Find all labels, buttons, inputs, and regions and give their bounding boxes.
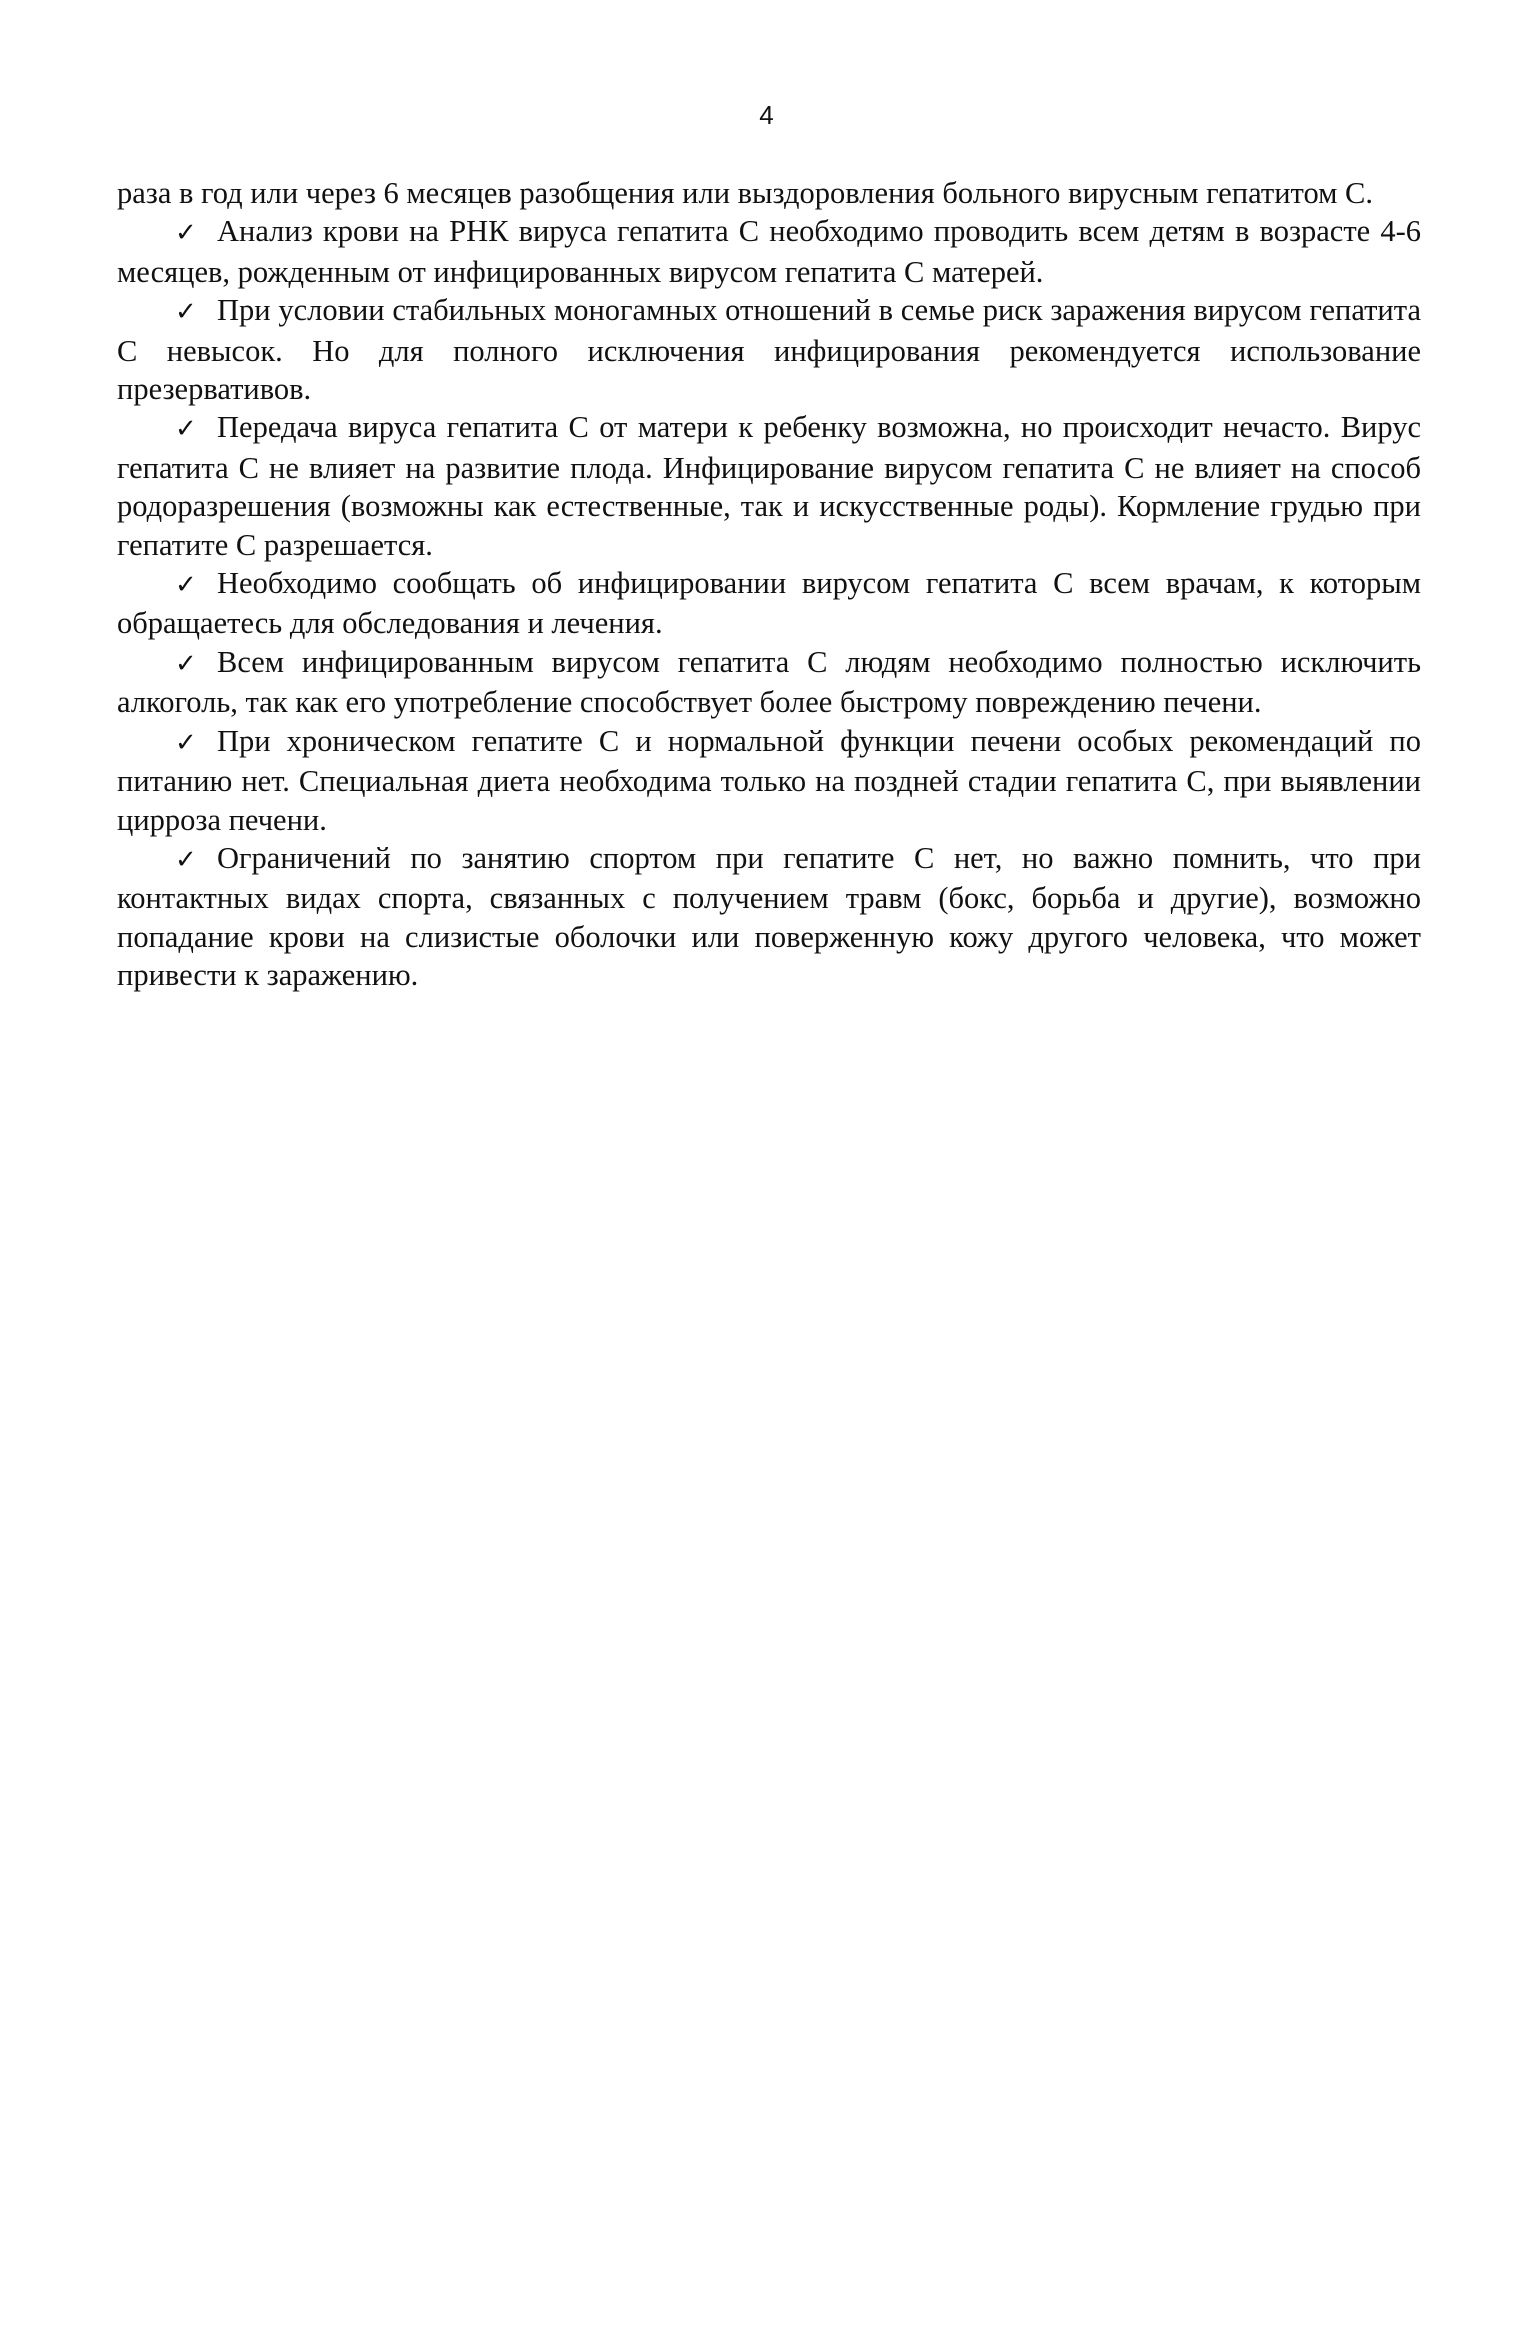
page-number: 4: [759, 100, 774, 130]
checkmark-icon: ✓: [175, 844, 197, 875]
list-item: [117, 291, 1421, 408]
intro-paragraph: раза в год или через 6 месяцев разобщения или выздоровления больного вирусным гепатитом С.: [117, 176, 1374, 210]
checkmark-icon: ✓: [175, 570, 197, 601]
checkmark-icon: ✓: [175, 297, 197, 328]
document-body: [117, 174, 1421, 995]
list-item: [117, 212, 1421, 291]
list-item: [117, 722, 1421, 839]
list-item: [117, 643, 1421, 722]
list-item: [117, 564, 1421, 643]
list-item-text: Анализ крови на РНК вируса гепатита С необходимо проводить всем детям в возрасте 4-6 месяцев, рожденным от инфицированных вирусом гепатита С матерей.: [117, 214, 1421, 289]
list-item-text: При условии стабильных моногамных отношений в семье риск заражения вирусом гепатита С невысок. Но для полного исключения инфицирования рекомендуется использование презервативов.: [117, 293, 1421, 407]
list-item: [117, 408, 1421, 564]
checkmark-icon: ✓: [175, 648, 197, 679]
list-item-text: Всем инфицированным вирусом гепатита С людям необходимо полностью исключить алкоголь, так как его употребление способствует более быстрому повреждению печени.: [117, 644, 1421, 720]
list-item: [117, 839, 1421, 995]
list-item-text: Необходимо сообщать об инфицировании вирусом гепатита С всем врачам, к которым обращаетесь для обследования и лечения.: [117, 566, 1421, 641]
list-item-text: Ограничений по занятию спортом при гепатите С нет, но важно помнить, что при контактных видах спорта, связанных с получением травм (бокс, борьба и другие), возможно попадание крови на слизистые оболочки или поверженную кожу другого человека, что может привести к заражению.: [117, 840, 1421, 993]
list-item-text: Передача вируса гепатита С от матери к ребенку возможна, но происходит нечасто. Вирус гепатита С не влияет на развитие плода. Инфицирование вирусом гепатита С не влияет на способ родоразрешения (возможны как естественные, так и искусственные роды). Кормление грудью при гепатите С разрешается.: [117, 410, 1421, 562]
checkmark-icon: ✓: [175, 727, 197, 758]
checkmark-icon: ✓: [175, 218, 197, 249]
checkmark-icon: ✓: [175, 414, 197, 445]
list-item-text: При хроническом гепатите С и нормальной функции печени особых рекомендаций по питанию нет. Специальная диета необходима только на поздней стадии гепатита С, при выявлении цирроза печени.: [117, 723, 1421, 837]
